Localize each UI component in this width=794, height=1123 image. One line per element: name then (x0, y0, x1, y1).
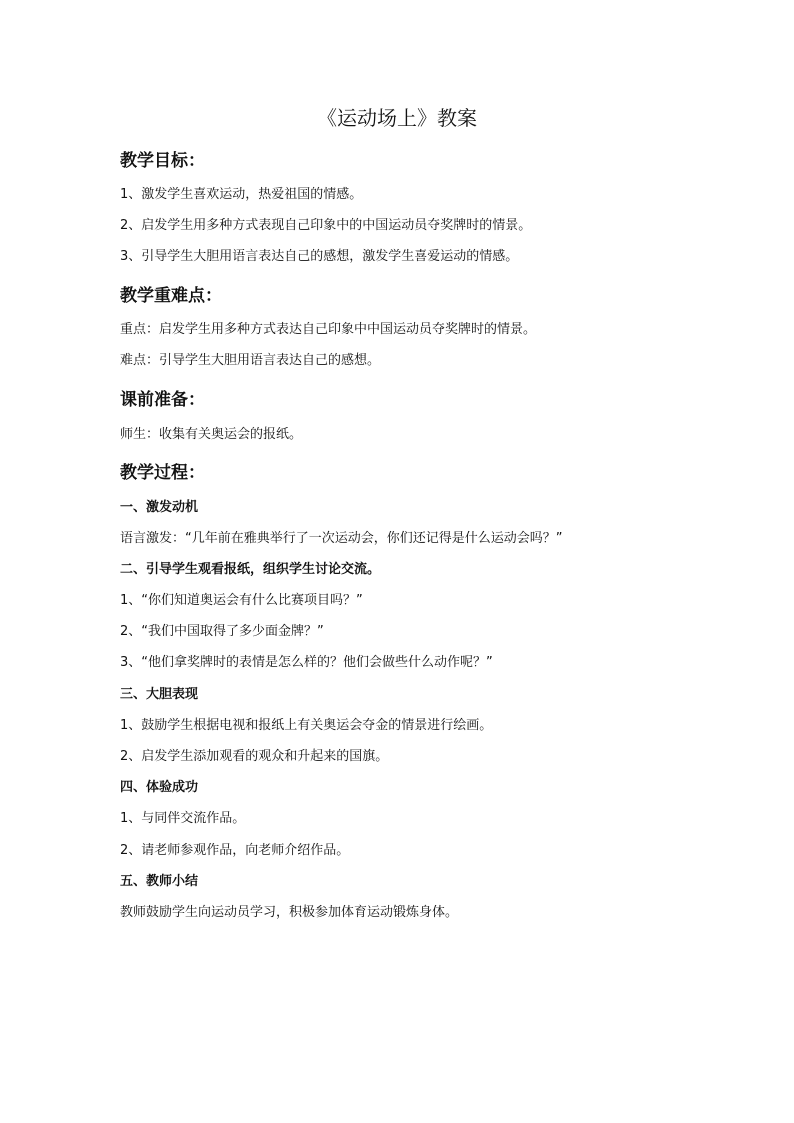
section-4-item-1: 1、与同伴交流作品。 (120, 811, 246, 826)
goal-item-1: 1、激发学生喜欢运动，热爱祖国的情感。 (120, 187, 363, 202)
section-3-title: 三、大胆表现 (120, 687, 199, 702)
section-2-title: 二、引导学生观看报纸，组织学生讨论交流。 (120, 562, 381, 577)
section-2-item-1: 1、“你们知道奥运会有什么比赛项目吗？” (120, 593, 363, 608)
section-2-item-2: 2、“我们中国取得了多少面金牌？” (120, 624, 324, 639)
section-4-title: 四、体验成功 (120, 780, 199, 795)
section-3-item-2: 2、启发学生添加观看的观众和升起来的国旗。 (120, 749, 389, 764)
preparation-heading: 课前准备： (120, 390, 205, 410)
section-1-item-1: 语言激发：“几年前在雅典举行了一次运动会，你们还记得是什么运动会吗？” (120, 531, 563, 546)
process-heading: 教学过程： (120, 463, 205, 483)
section-5-title: 五、教师小结 (120, 874, 199, 889)
section-1-title: 一、激发动机 (120, 500, 199, 515)
section-2-item-3: 3、“他们拿奖牌时的表情是怎么样的？他们会做些什么动作呢？” (120, 655, 493, 670)
section-5-item-1: 教师鼓励学生向运动员学习，积极参加体育运动锻炼身体。 (120, 905, 459, 920)
goal-item-3: 3、引导学生大胆用语言表达自己的感想，激发学生喜爱运动的情感。 (120, 249, 519, 264)
goals-heading: 教学目标： (120, 151, 205, 171)
preparation-text: 师生：收集有关奥运会的报纸。 (120, 427, 303, 442)
section-3-item-1: 1、鼓励学生根据电视和报纸上有关奥运会夺金的情景进行绘画。 (120, 718, 493, 733)
key-point-difficulty: 难点：引导学生大胆用语言表达自己的感想。 (120, 353, 381, 368)
goal-item-2: 2、启发学生用多种方式表现自己印象中的中国运动员夺奖牌时的情景。 (120, 218, 532, 233)
key-points-heading: 教学重难点： (120, 286, 222, 306)
key-point-focus: 重点：启发学生用多种方式表达自己印象中中国运动员夺奖牌时的情景。 (120, 322, 537, 337)
section-4-item-2: 2、请老师参观作品，向老师介绍作品。 (120, 843, 350, 858)
document-title: 《运动场上》教案 (317, 106, 477, 130)
